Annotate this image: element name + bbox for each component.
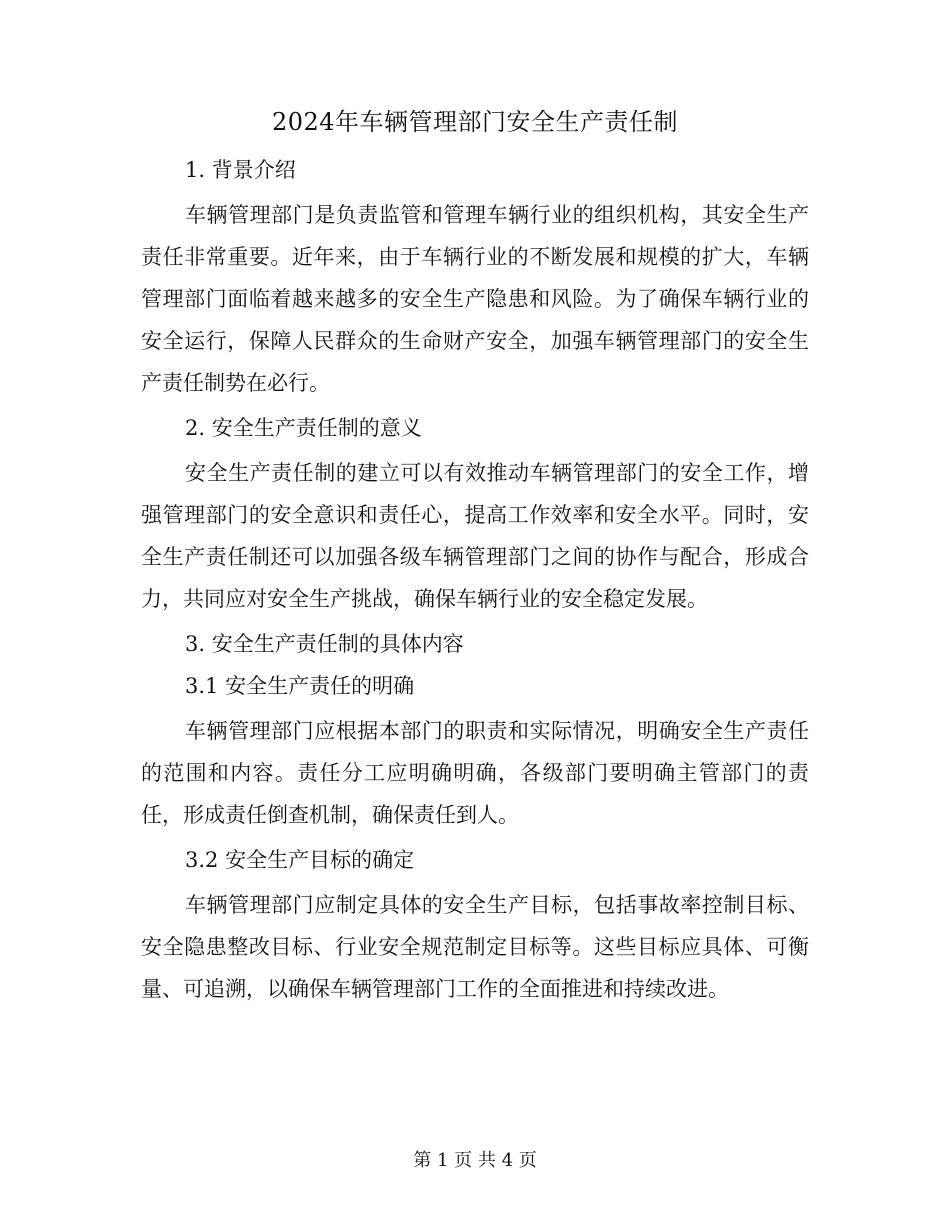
paragraph-background: 车辆管理部门是负责监管和管理车辆行业的组织机构，其安全生产责任非常重要。近年来，由于车辆行业的不断发展和规模的扩大，车辆管理部门面临着越来越多的安全生产隐患和风险。为了确保车辆行业的安全运行，保障人民群众的生命财产安全，加强车辆管理部门的安全生产责任制势在必行。	[141, 203, 809, 395]
paragraph-significance: 安全生产责任制的建立可以有效推动车辆管理部门的安全工作，增强管理部门的安全意识和责任心，提高工作效率和安全水平。同时，安全生产责任制还可以加强各级车辆管理部门之间的协作与配合，形成合力，共同应对安全生产挑战，确保车辆行业的安全稳定发展。	[141, 461, 809, 611]
document-body	[141, 152, 809, 1016]
subsection-heading-goals: 3.2 安全生产目标的确定	[185, 848, 415, 872]
paragraph-responsibility: 车辆管理部门应根据本部门的职责和实际情况，明确安全生产责任的范围和内容。责任分工应明确明确，各级部门要明确主管部门的责任，形成责任倒查机制，确保责任到人。	[141, 719, 809, 827]
section-heading-significance: 2. 安全生产责任制的意义	[185, 416, 422, 440]
paragraph-goals: 车辆管理部门应制定具体的安全生产目标，包括事故率控制目标、安全隐患整改目标、行业安全规范制定目标等。这些目标应具体、可衡量、可追溯，以确保车辆管理部门工作的全面推进和持续改进。	[141, 893, 809, 1001]
document-title: 2024年车辆管理部门安全生产责任制	[271, 108, 679, 136]
section-heading-background: 1. 背景介绍	[185, 158, 296, 182]
section-heading-content: 3. 安全生产责任制的具体内容	[185, 632, 464, 656]
subsection-heading-responsibility: 3.1 安全生产责任的明确	[185, 674, 415, 698]
page-footer: 第 1 页 共 4 页	[413, 1150, 537, 1171]
